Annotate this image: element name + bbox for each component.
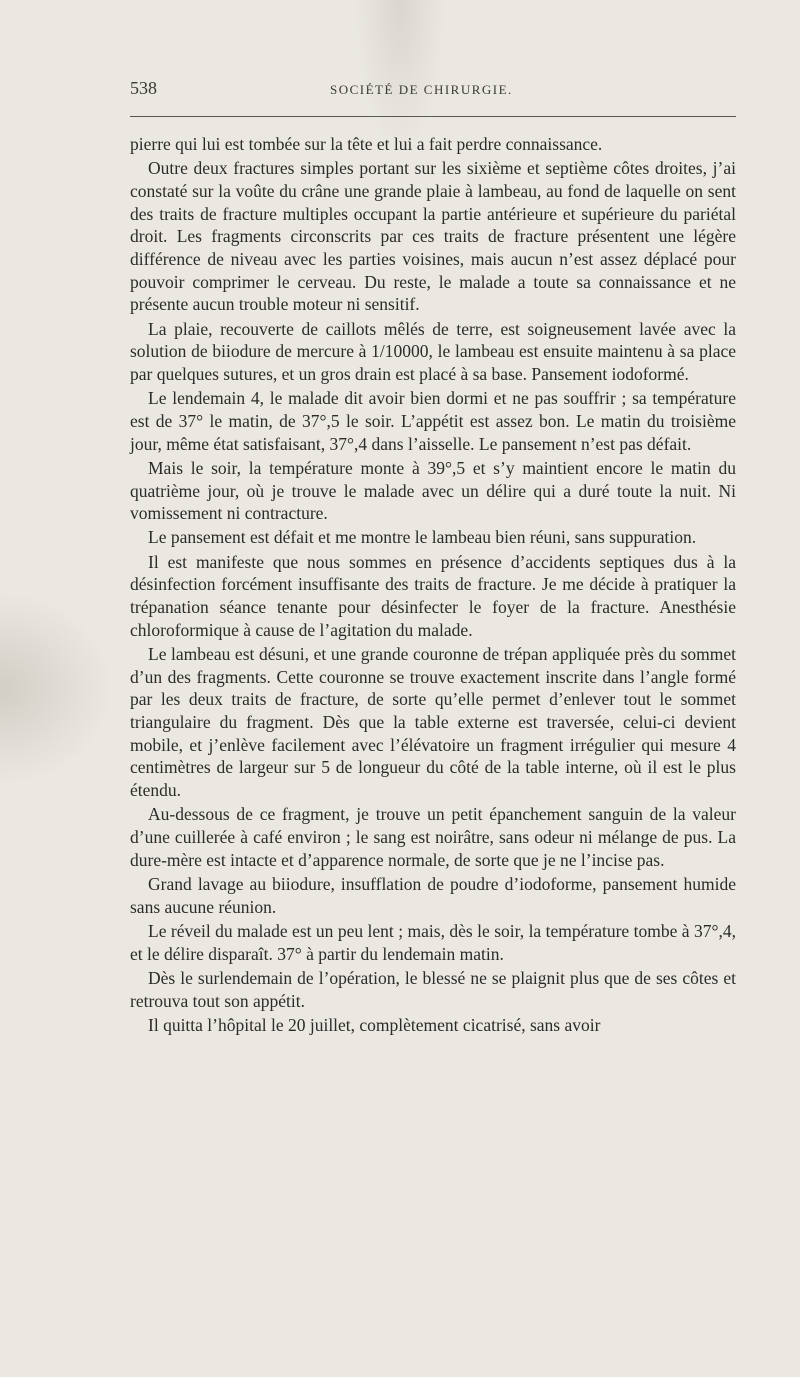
body-text: [130, 133, 736, 1038]
paragraph: Le lambeau est désuni, et une grande couronne de trépan appliquée près du sommet d’un des fragments. Cette couronne se trouve exactement inscrite dans l’angle formé par les deux traits de fracture, de sorte qu’elle permet d’enlever tout le sommet triangulaire du fragment. Dès que la table externe est traversée, celui-ci devient mobile, et j’enlève facilement avec l’élévatoire un fragment irrégulier qui mesure 4 centimètres de largeur sur 5 de longueur du côté de la table interne, où il est le plus étendu.: [130, 643, 736, 801]
paragraph: Dès le surlendemain de l’opération, le blessé ne se plaignit plus que de ses côtes et retrouva tout son appétit.: [130, 967, 736, 1011]
page-number: 538: [130, 78, 157, 98]
page-header: [130, 78, 736, 102]
paragraph: Grand lavage au biiodure, insufflation de poudre d’iodoforme, pansement humide sans aucune réunion.: [130, 874, 736, 917]
paragraph: Le pansement est défait et me montre le lambeau bien réuni, sans suppuration.: [148, 527, 697, 548]
paragraph: Mais le soir, la température monte à 39°,5 et s’y maintient encore le matin du quatrième jour, où je trouve le malade avec un délire qui a duré toute la nuit. Ni vomissement ni contracture.: [130, 457, 736, 524]
paragraph: Il quitta l’hôpital le 20 juillet, complètement cicatrisé, sans avoir: [148, 1014, 601, 1035]
paragraph: Il est manifeste que nous sommes en présence d’accidents septiques dus à la désinfection forcément insuffisante des traits de fracture. Je me décide à pratiquer la trépanation séance tenante pour désinfecter le foyer de la fracture. Anesthésie chloroformique à cause de l’agitation du malade.: [130, 551, 736, 640]
paragraph: La plaie, recouverte de caillots mêlés de terre, est soigneusement lavée avec la solution de biiodure de mercure à 1/10000, le lambeau est ensuite maintenu à sa place par quelques sutures, et un gros drain est placé à sa base. Pansement iodoformé.: [130, 318, 736, 385]
paragraph: Le lendemain 4, le malade dit avoir bien dormi et ne pas souffrir ; sa température est de 37° le matin, de 37°,5 le soir. L’appétit est assez bon. Le matin du troisième jour, même état satisfaisant, 37°,4 dans l’aisselle. Le pansement n’est pas défait.: [130, 388, 736, 454]
paragraph: Outre deux fractures simples portant sur les sixième et septième côtes droites, j’ai constaté sur la voûte du crâne une grande plaie à lambeau, au fond de laquelle on sent des traits de fracture multiples occupant la partie antérieure et supérieure du pariétal droit. Les fragments circonscrits par ces traits de fracture présentent une légère différence de niveau avec les parties voisines, mais aucun n’est assez déplacé pour pouvoir comprimer le cerveau. Du reste, le malade a toute sa connaissance et ne présente aucun trouble moteur ni sensitif.: [130, 158, 736, 315]
paragraph: pierre qui lui est tombée sur la tête et lui a fait perdre connaissance.: [130, 134, 603, 154]
running-head: SOCIÉTÉ DE CHIRURGIE.: [330, 82, 513, 97]
paragraph: Au-dessous de ce fragment, je trouve un petit épanchement sanguin de la valeur d’une cuillerée à café environ ; le sang est noirâtre, sans odeur ni mélange de pus. La dure-mère est intacte et d’apparence normale, de sorte que je ne l’incise pas.: [130, 804, 736, 870]
header-rule: [130, 116, 736, 117]
paragraph: Le réveil du malade est un peu lent ; mais, dès le soir, la température tombe à 37°,4, et le délire disparaît. 37° à partir du lendemain matin.: [130, 920, 736, 964]
